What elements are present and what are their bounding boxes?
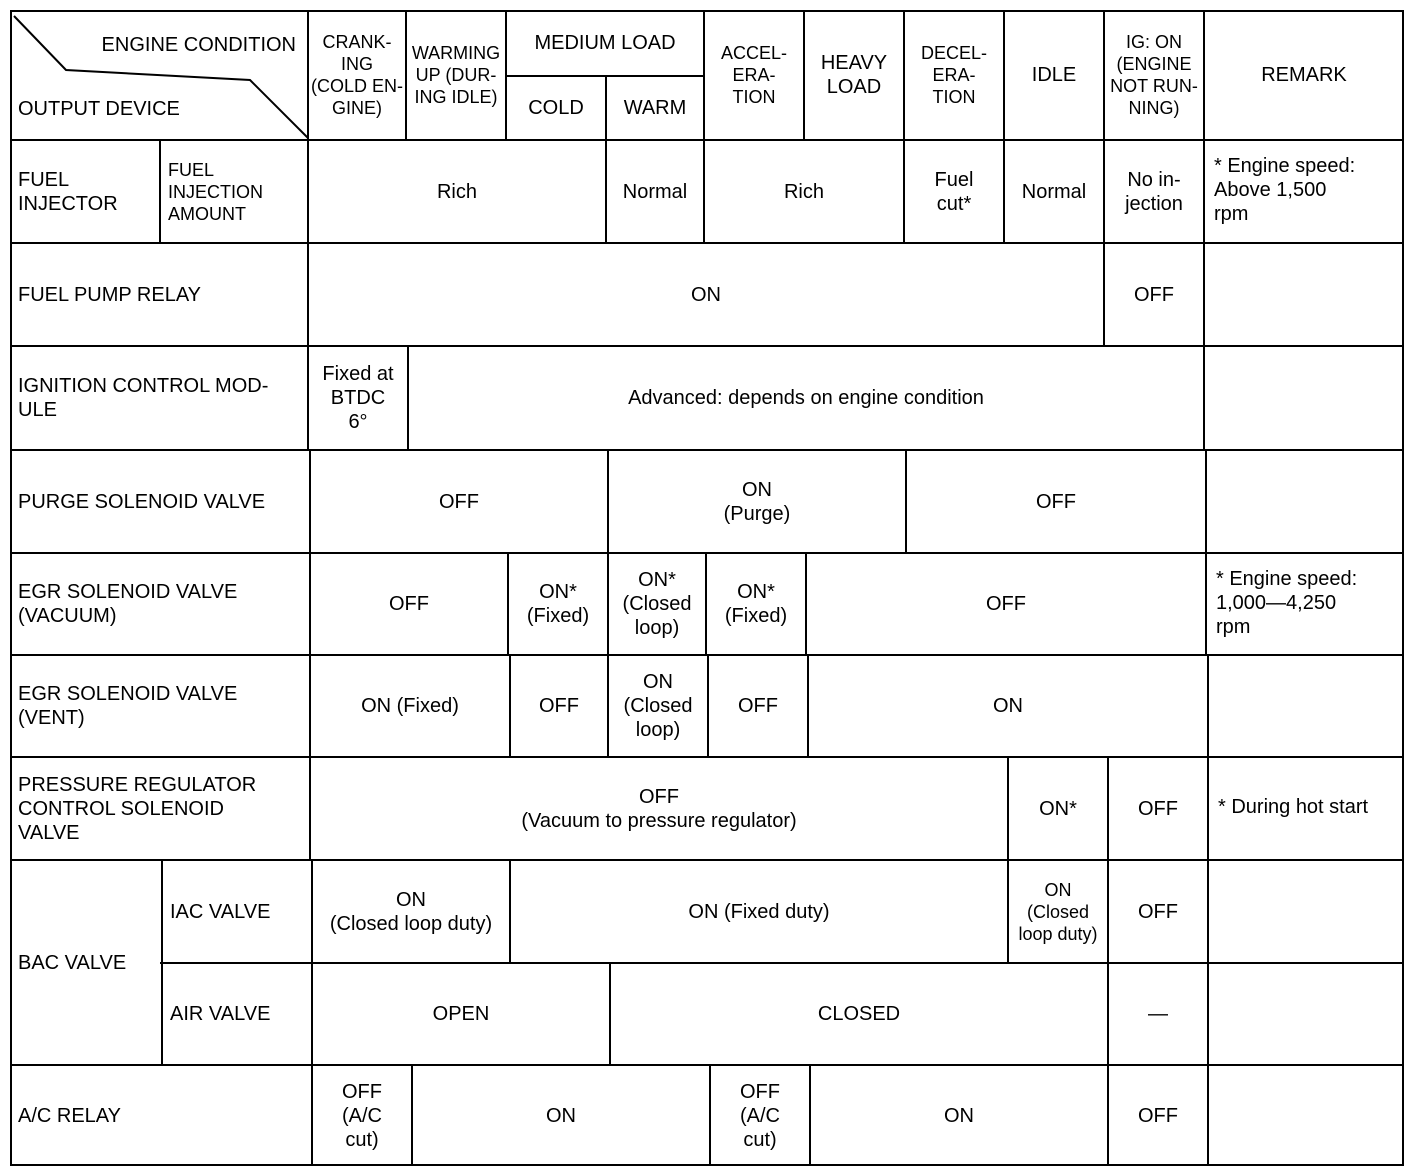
ignition-advanced: Advanced: depends on engine condition <box>628 387 984 409</box>
egr-vent-off-1: OFF <box>539 695 579 717</box>
fuel-injector-fuel-cut: Fuel cut* <box>934 168 974 215</box>
header-acceleration: ACCEL- ERA- TION <box>720 43 787 107</box>
purge-off-2: OFF <box>1036 490 1076 513</box>
ac-relay-off-ac-cut-1: OFF (A/C cut) <box>342 1080 382 1151</box>
row-label-bac-valve: BAC VALVE <box>18 951 127 974</box>
air-valve-closed: CLOSED <box>817 1003 901 1025</box>
header-warm: WARM <box>623 97 687 119</box>
ac-relay-off: OFF <box>1138 1104 1178 1127</box>
fuel-injector-no-injection: No in- jection <box>1125 168 1183 215</box>
ac-relay-on-1: ON <box>546 1104 576 1127</box>
egr-vacuum-on-fixed-1: ON* (Fixed) <box>526 581 590 627</box>
egr-vent-on: ON <box>993 695 1023 717</box>
row-label-fuel-pump-relay: FUEL PUMP RELAY <box>18 283 202 306</box>
fuel-injector-rich: Rich <box>436 180 477 203</box>
iac-off: OFF <box>1138 900 1178 923</box>
row-label-egr-vacuum: EGR SOLENOID VALVE (VACUUM) <box>18 581 238 627</box>
pressure-regulator-off: OFF (Vacuum to pressure regulator) <box>521 785 797 832</box>
air-valve-dash: — <box>1148 1003 1168 1025</box>
pressure-regulator-off-2: OFF <box>1138 797 1178 820</box>
row-label-egr-vent: EGR SOLENOID VALVE (VENT) <box>18 683 238 729</box>
row-label-fuel-injector: FUEL INJECTOR <box>18 168 118 215</box>
row-label-ignition-control-module: IGNITION CONTROL MOD- ULE <box>18 375 269 421</box>
row-sublabel-air-valve: AIR VALVE <box>170 1003 271 1025</box>
fuel-pump-relay-on: ON <box>691 283 721 306</box>
header-warming-up: WARMING UP (DUR- ING IDLE) <box>411 43 501 107</box>
row-label-pressure-regulator: PRESSURE REGULATOR CONTROL SOLENOID VALVE <box>18 773 257 844</box>
fuel-injector-rich-2: Rich <box>783 180 824 203</box>
egr-vacuum-on-fixed-2: ON* (Fixed) <box>724 581 788 627</box>
header-heavy-load: HEAVY LOAD <box>820 52 888 98</box>
ac-relay-off-ac-cut-2: OFF (A/C cut) <box>740 1080 780 1151</box>
row-sublabel-iac-valve: IAC VALVE <box>170 900 271 923</box>
pressure-regulator-remark: * During hot start <box>1218 796 1369 818</box>
egr-vacuum-on-closed-loop: ON* (Closed loop) <box>622 569 692 639</box>
purge-on: ON (Purge) <box>723 478 791 525</box>
pressure-regulator-on: ON* <box>1039 797 1077 820</box>
fuel-injector-normal-2: Normal <box>1021 180 1087 203</box>
iac-on-closed-loop-duty-2: ON (Closed loop duty) <box>1018 879 1098 944</box>
egr-vacuum-off-2: OFF <box>986 593 1026 615</box>
fuel-injector-remark: * Engine speed: Above 1,500 rpm <box>1214 155 1356 225</box>
egr-vent-on-closed-loop: ON (Closed loop) <box>623 671 693 741</box>
header-remark: REMARK <box>1261 64 1347 86</box>
air-valve-open: OPEN <box>432 1003 490 1025</box>
egr-vent-off-2: OFF <box>738 695 778 717</box>
purge-off-1: OFF <box>439 490 479 513</box>
header-cold: COLD <box>528 97 584 119</box>
output-device-table <box>10 10 1404 1166</box>
fuel-injector-normal: Normal <box>622 180 688 203</box>
ac-relay-on-2: ON <box>944 1104 974 1127</box>
header-medium-load: MEDIUM LOAD <box>534 32 676 54</box>
egr-vacuum-off-1: OFF <box>389 593 429 615</box>
egr-vent-on-fixed: ON (Fixed) <box>361 695 459 717</box>
header-deceleration: DECEL- ERA- TION <box>920 43 987 107</box>
header-ig-on: IG: ON (ENGINE NOT RUN- NING) <box>1110 32 1198 118</box>
iac-on-closed-loop-duty: ON (Closed loop duty) <box>329 888 493 935</box>
header-output-device: OUTPUT DEVICE <box>18 98 180 120</box>
egr-vacuum-remark: * Engine speed: 1,000—4,250 rpm <box>1216 568 1358 638</box>
iac-on-fixed-duty: ON (Fixed duty) <box>688 900 830 923</box>
ignition-fixed-btdc: Fixed at BTDC 6° <box>322 363 394 433</box>
row-label-purge-solenoid-valve: PURGE SOLENOID VALVE <box>18 490 266 513</box>
row-sublabel-fuel-injection-amount: FUEL INJECTION AMOUNT <box>168 159 264 224</box>
header-engine-condition: ENGINE CONDITION <box>101 34 296 56</box>
header-cranking: CRANK- ING (COLD EN- GINE) <box>310 32 403 118</box>
header-idle: IDLE <box>1031 64 1077 86</box>
row-label-ac-relay: A/C RELAY <box>18 1104 121 1127</box>
fuel-pump-relay-off: OFF <box>1134 283 1174 306</box>
